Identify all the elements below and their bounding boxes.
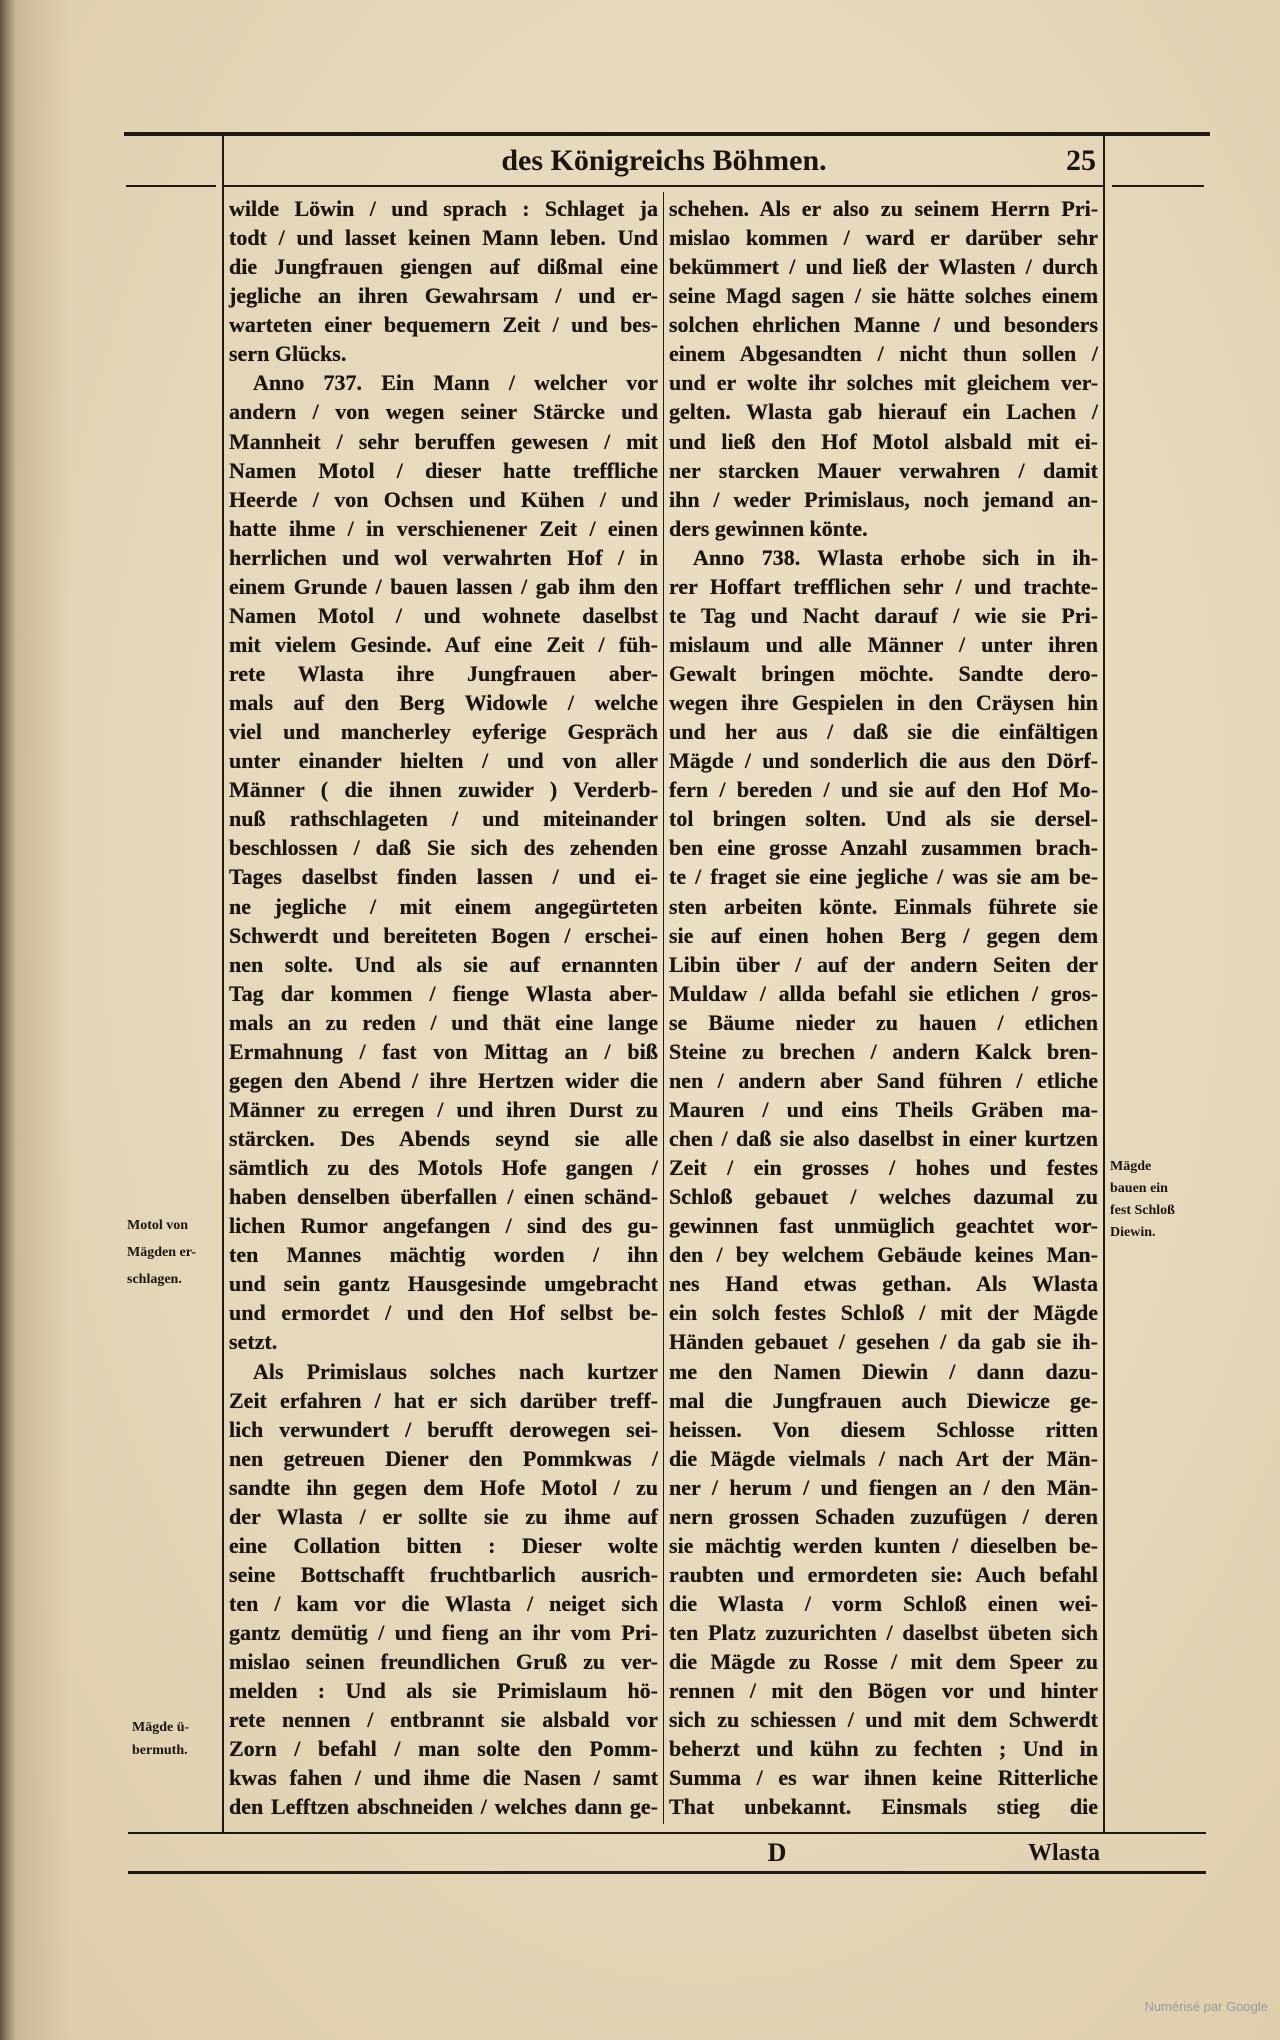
margin-note-castle-diewin xyxy=(1110,1156,1206,1244)
left-column-line: ten Mannes mächtig worden / ihn xyxy=(229,1242,658,1268)
right-margin-header-rule xyxy=(1112,185,1204,187)
left-column-line: Tages daselbst finden lassen / und ei- xyxy=(229,864,658,890)
right-text-column xyxy=(669,194,1099,1822)
left-column-line: und sein gantz Hausgesinde umgebracht xyxy=(229,1271,658,1297)
right-column-line: gelten. Wlasta gab hierauf ein Lachen / xyxy=(669,399,1098,425)
right-column-line: einem Abgesandten / nicht thun sollen / xyxy=(669,341,1098,367)
left-margin-header-rule xyxy=(126,185,216,187)
bottom-frame-rule xyxy=(128,1832,1206,1834)
margin-note-line: Diewin. xyxy=(1110,1225,1156,1240)
left-column-line: Namen Motol / dieser hatte treffliche xyxy=(229,457,658,483)
running-title: des Königreichs Böhmen. xyxy=(501,144,827,177)
left-column-line: kwas fahen / und ihme die Nasen / samt xyxy=(229,1765,659,1791)
right-column-line: Muldaw / allda befahl sie etlichen / gros- xyxy=(669,980,1099,1006)
left-column-line: sandte ihn gegen dem Hofe Motol / zu xyxy=(229,1474,658,1500)
right-column-line: Mägde / und sonderlich die aus den Dörf- xyxy=(669,748,1099,774)
right-column-line: ihn / weder Primislaus, noch jemand an- xyxy=(669,486,1098,512)
left-column-line: andern / von wegen seiner Stärcke und xyxy=(229,399,658,425)
right-column-line: nen / andern aber Sand führen / etliche xyxy=(669,1067,1099,1093)
right-column-line: te / fraget sie eine jegliche / was sie am be- xyxy=(669,864,1099,890)
left-frame-rule xyxy=(222,134,224,1834)
left-column-line: nuß rathschlageten / und miteinander xyxy=(229,806,659,832)
right-column-line: ben eine grosse Anzahl zusammen brach- xyxy=(669,835,1098,861)
left-column-line: gegen den Abend / ihre Hertzen wider die xyxy=(229,1067,658,1093)
right-column-line: sie mächtig werden kunten / dieselben be- xyxy=(669,1532,1098,1558)
left-column-line: todt / und lasset keinen Mann leben. Und xyxy=(229,225,658,251)
right-column-line: sie auf einen hohen Berg / gegen dem xyxy=(669,922,1099,948)
left-column-line: lichen Rumor angefangen / sind des gu- xyxy=(229,1213,659,1239)
margin-note-line: Motol von xyxy=(127,1218,189,1233)
margin-note-line: Mägden er- xyxy=(127,1245,197,1260)
right-column-line: mal die Jungfrauen auch Diewicze ge- xyxy=(669,1387,1098,1413)
left-column-line: Als Primislaus solches nach kurtzer xyxy=(253,1358,658,1384)
margin-note-maidens-arrogance xyxy=(132,1716,220,1762)
right-column-line: ten Platz zuzurichten / daselbst übeten sich xyxy=(669,1620,1098,1646)
right-column-line: solchen ehrlichen Manne / und besonders xyxy=(669,312,1099,338)
right-column-line: seine Magd sagen / sie hätte solches einem xyxy=(669,283,1099,309)
right-column-line: mislao kommen / ward er darüber sehr xyxy=(669,225,1098,251)
left-column-line: Heerde / von Ochsen und Kühen / und xyxy=(229,486,658,512)
left-column-line: die Jungfrauen giengen auf dißmal eine xyxy=(229,254,658,280)
left-column-line: eine Collation bitten : Dieser wolte xyxy=(229,1532,658,1558)
left-column-line: herrlichen und wol verwahrten Hof / in xyxy=(229,544,658,570)
margin-note-line: Mägde xyxy=(1110,1159,1152,1174)
right-column-line: und her aus / daß sie die einfältigen xyxy=(669,719,1099,745)
left-column-line: mit vielem Gesinde. Auf eine Zeit / füh- xyxy=(229,631,658,657)
left-column-line: Männer zu erregen / und ihren Durst zu xyxy=(229,1096,658,1122)
left-column-line: melden : Und als sie Primislaum hö- xyxy=(229,1678,659,1704)
right-column-line: heissen. Von diesem Schlosse ritten xyxy=(669,1416,1098,1442)
left-column-line: ne jegliche / mit einem angegürteten xyxy=(229,893,658,919)
right-column-line: wegen ihre Gespielen in den Cräysen hin xyxy=(669,690,1098,716)
left-column-line: rete Wlasta ihre Jungfrauen aber- xyxy=(229,661,658,686)
right-column-line: Mauren / und eins Theils Gräben ma- xyxy=(669,1096,1098,1122)
left-column-line: Namen Motol / und wohnete daselbst xyxy=(229,602,658,628)
right-column-line: und ließ den Hof Motol alsbald mit ei- xyxy=(669,428,1099,454)
right-frame-rule xyxy=(1103,134,1105,1834)
left-column-line: mals auf den Berg Widowle / welche xyxy=(229,690,659,716)
right-column-line: nern grossen Schaden zuzufügen / deren xyxy=(669,1503,1099,1529)
right-column-line: ein solch festes Schloß / mit der Mägde xyxy=(669,1300,1098,1326)
left-text-column xyxy=(229,194,659,1822)
page-number: 25 xyxy=(1066,144,1096,177)
right-column-line: That unbekannt. Einsmals stieg die xyxy=(669,1794,1098,1820)
right-column-line: gewinnen fast unmüglich geachtet wor- xyxy=(669,1213,1098,1239)
left-column-line: einem Grunde / bauen lassen / gab ihm den xyxy=(229,573,658,599)
right-column-line: bekümmert / und ließ der Wlasten / durch xyxy=(669,254,1098,280)
left-column-line: Ermahnung / fast von Mittag an / biß xyxy=(229,1038,658,1064)
left-column-line: Zorn / befahl / man solte den Pomm- xyxy=(229,1736,658,1762)
left-column-line: jegliche an ihren Gewahrsam / und er- xyxy=(229,283,658,309)
right-column-line: sich zu schiessen / und mit dem Schwerdt xyxy=(669,1707,1098,1733)
right-column-line: tol bringen solten. Und als sie dersel- xyxy=(669,806,1098,832)
margin-note-line: bauen ein xyxy=(1110,1181,1168,1196)
right-column-line: raubten und ermordeten sie: Auch befahl xyxy=(669,1561,1099,1587)
left-column-line: den Lefftzen abschneiden / welches dann ge- xyxy=(229,1794,659,1820)
left-column-line: beschlossen / daß Sie sich des zehenden xyxy=(229,835,659,861)
left-column-line: nen solte. Und als sie auf ernannten xyxy=(229,951,658,977)
left-column-line: der Wlasta / er sollte sie zu ihme auf xyxy=(229,1503,659,1529)
left-column-line: viel und mancherley eyferige Gespräch xyxy=(229,719,658,745)
digitization-watermark: Numérisé par Google xyxy=(1144,1999,1268,2014)
top-frame-rule xyxy=(124,132,1210,136)
right-column-line: ders gewinnen könte. xyxy=(669,515,868,541)
right-column-line: chen / daß sie also daselbst in einer kurtzen xyxy=(669,1126,1099,1151)
right-column-line: und er wolte ihr solches mit gleichem ver- xyxy=(669,370,1099,396)
left-column-line: Anno 737. Ein Mann / welcher vor xyxy=(253,370,658,396)
gutter-shadow xyxy=(0,0,70,2040)
left-column-line: haben denselben überfallen / einen schänd- xyxy=(229,1184,659,1210)
right-column-line: Libin über / auf der andern Seiten der xyxy=(669,951,1099,977)
left-column-line: lich verwundert / berufft derowegen sei- xyxy=(229,1416,658,1442)
right-column-line: Steine zu brechen / andern Kalck bren- xyxy=(669,1038,1098,1064)
margin-note-motol-slain xyxy=(127,1212,219,1293)
right-column-line: ner starcken Mauer verwahren / damit xyxy=(669,457,1098,483)
right-column-line: se Bäume nieder zu hauen / etlichen xyxy=(669,1009,1099,1035)
left-column-line: seine Bottschafft fruchtbarlich ausrich- xyxy=(229,1561,658,1587)
left-column-line: stärcken. Des Abends seynd sie alle xyxy=(229,1126,658,1151)
right-column-line: Summa / es war ihnen keine Ritterliche xyxy=(669,1765,1098,1791)
right-column-line: nes Hand etwas gethan. Als Wlasta xyxy=(669,1271,1098,1297)
right-column-line: me den Namen Diewin / dann dazu- xyxy=(669,1358,1098,1384)
left-column-line: mislao seinen freundlichen Gruß zu ver- xyxy=(229,1649,659,1675)
right-column-line: Zeit / ein grosses / hohes und festes xyxy=(669,1155,1099,1181)
right-column-line: rennen / mit den Bögen vor und hinter xyxy=(669,1678,1099,1704)
right-column-line: Schloß gebauet / welches dazumal zu xyxy=(669,1184,1098,1210)
left-column-line: gantz demütig / und fieng an ihr vom Pri- xyxy=(229,1620,659,1646)
left-column-line: und ermordet / und den Hof selbst be- xyxy=(229,1300,659,1326)
left-column-line: sern Glücks. xyxy=(229,341,347,367)
header-rule xyxy=(224,185,1104,187)
right-column-line: rer Hoffart trefflichen sehr / und trachte- xyxy=(669,573,1099,599)
left-column-line: mals an zu reden / und thät eine lange xyxy=(229,1009,658,1035)
right-column-line: Händen gebauet / gesehen / da gab sie ih- xyxy=(669,1329,1098,1355)
right-column-line: die Mägde vielmals / nach Art der Män- xyxy=(669,1445,1098,1471)
right-column-line: schehen. Als er also zu seinem Herrn Pri- xyxy=(669,196,1099,221)
left-column-line: Schwerdt und bereiteten Bogen / erschei- xyxy=(229,922,659,948)
margin-note-line: fest Schloß xyxy=(1110,1203,1175,1218)
left-column-line: Mannheit / sehr beruffen gewesen / mit xyxy=(229,428,658,454)
column-divider-rule xyxy=(663,192,664,1824)
left-column-line: nen getreuen Diener den Pommkwas / xyxy=(229,1445,658,1471)
right-column-line: fern / bereden / und sie auf den Hof Mo- xyxy=(669,777,1099,803)
right-column-line: mislaum und alle Männer / unter ihren xyxy=(669,631,1098,657)
catchword: Wlasta xyxy=(1028,1840,1100,1866)
margin-note-line: Mägde ü- xyxy=(132,1720,190,1735)
left-column-line: Zeit erfahren / hat er sich darüber treff- xyxy=(229,1387,658,1413)
left-column-line: Männer ( die ihnen zuwider ) Verderb- xyxy=(229,777,658,803)
right-column-line: Anno 738. Wlasta erhobe sich in ih- xyxy=(693,544,1099,570)
right-column-line: te Tag und Nacht darauf / wie sie Pri- xyxy=(669,602,1099,628)
right-column-line: die Wlasta / vorm Schloß einen wei- xyxy=(669,1591,1099,1616)
left-column-line: hatte ihme / in verschienener Zeit / einen xyxy=(229,515,659,541)
left-column-line: ten / kam vor die Wlasta / neiget sich xyxy=(229,1591,658,1616)
signature-mark: D xyxy=(767,1838,787,1867)
left-column-line: rete nennen / entbrannt sie alsbald vor xyxy=(229,1707,659,1733)
left-column-line: warteten einer bequemern Zeit / und bes- xyxy=(229,312,658,338)
right-column-line: den / bey welchem Gebäude keines Man- xyxy=(669,1242,1098,1268)
left-column-line: Tag dar kommen / fienge Wlasta aber- xyxy=(229,980,658,1006)
margin-note-line: schlagen. xyxy=(127,1272,182,1287)
right-column-line: beherzt und kühn zu fechten ; Und in xyxy=(669,1736,1099,1762)
left-column-line: sämtlich zu des Motols Hofe gangen / xyxy=(229,1155,659,1181)
right-column-line: ner / herum / und fiengen an / den Män- xyxy=(669,1474,1099,1500)
right-column-line: sten arbeiten könte. Einmals führete sie xyxy=(669,893,1098,919)
right-column-line: die Mägde zu Rosse / mit dem Speer zu xyxy=(669,1649,1099,1675)
left-column-line: setzt. xyxy=(229,1329,278,1355)
left-column-line: unter einander hielten / und von aller xyxy=(229,748,658,774)
left-column-line: wilde Löwin / und sprach : Schlaget ja xyxy=(229,196,659,221)
right-column-line: Gewalt bringen möchte. Sandte dero- xyxy=(669,661,1098,686)
footer-rule xyxy=(128,1871,1206,1874)
margin-note-line: bermuth. xyxy=(132,1743,188,1758)
